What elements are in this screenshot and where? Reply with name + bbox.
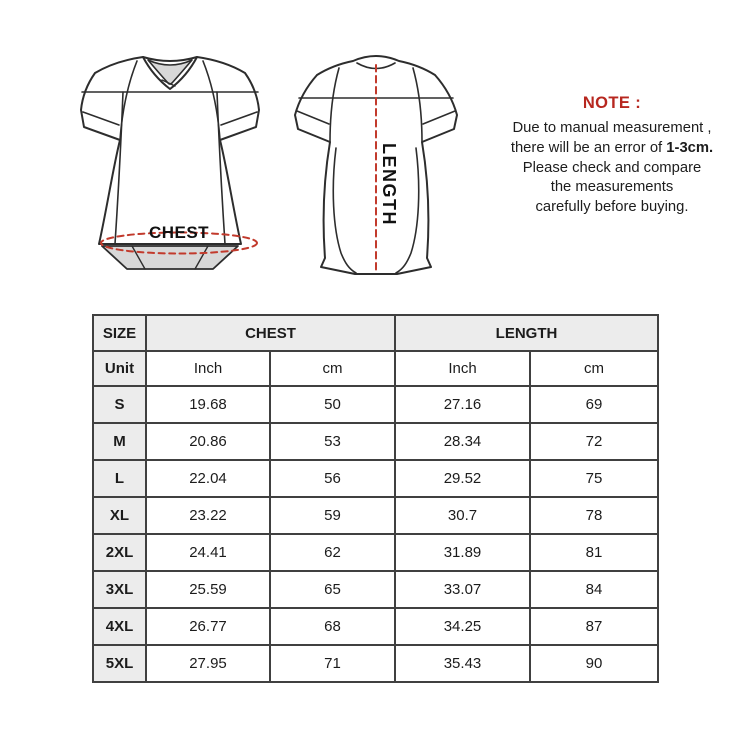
note-line: carefully before buying. <box>535 199 689 216</box>
table-row <box>93 386 658 423</box>
value-cell: 23.22 <box>146 497 270 534</box>
value-cell: 50 <box>270 386 395 423</box>
value-cell: 72 <box>530 423 658 460</box>
chest-label: CHEST <box>148 223 210 242</box>
length-label: LENGTH <box>379 143 399 226</box>
value-cell: 28.34 <box>395 423 530 460</box>
value-cell: 53 <box>270 423 395 460</box>
value-cell: 24.41 <box>146 534 270 571</box>
value-cell: 30.7 <box>395 497 530 534</box>
value-cell: 75 <box>530 460 658 497</box>
value-cell: 19.68 <box>146 386 270 423</box>
note-block <box>468 94 750 218</box>
table-row <box>93 571 658 608</box>
table-row <box>93 423 658 460</box>
unit-label: Unit <box>93 351 146 386</box>
size-header: SIZE <box>93 315 146 351</box>
note-line: Please check and compare <box>522 159 702 176</box>
value-cell: 34.25 <box>395 608 530 645</box>
table-row <box>93 534 658 571</box>
size-cell: 2XL <box>93 534 146 571</box>
value-cell: 27.95 <box>146 645 270 682</box>
size-table-body <box>93 386 658 682</box>
table-row <box>93 645 658 682</box>
size-cell: 5XL <box>93 645 146 682</box>
size-table <box>92 314 659 683</box>
value-cell: 26.77 <box>146 608 270 645</box>
value-cell: 33.07 <box>395 571 530 608</box>
value-cell: 84 <box>530 571 658 608</box>
value-cell: 25.59 <box>146 571 270 608</box>
size-cell: S <box>93 386 146 423</box>
value-cell: 56 <box>270 460 395 497</box>
table-header-row <box>93 315 658 351</box>
note-title: NOTE : <box>582 94 642 112</box>
unit-row <box>93 351 658 386</box>
unit-cell: cm <box>270 351 395 386</box>
value-cell: 69 <box>530 386 658 423</box>
size-cell: M <box>93 423 146 460</box>
value-cell: 65 <box>270 571 395 608</box>
unit-cell: Inch <box>395 351 530 386</box>
size-cell: 3XL <box>93 571 146 608</box>
value-cell: 59 <box>270 497 395 534</box>
value-cell: 27.16 <box>395 386 530 423</box>
table-row <box>93 497 658 534</box>
note-line: the measurements <box>550 179 674 196</box>
value-cell: 81 <box>530 534 658 571</box>
chest-header: CHEST <box>146 315 395 351</box>
size-cell: XL <box>93 497 146 534</box>
table-row <box>93 460 658 497</box>
front-jersey-outline <box>81 57 259 244</box>
value-cell: 90 <box>530 645 658 682</box>
unit-cell: Inch <box>146 351 270 386</box>
value-cell: 78 <box>530 497 658 534</box>
back-jersey-diagram <box>283 48 478 283</box>
table-row <box>93 608 658 645</box>
note-line: Due to manual measurement , <box>512 120 712 136</box>
note-line2-bold: 1-3cm. <box>666 139 714 156</box>
note-line2-prefix: there will be an error of <box>510 139 667 156</box>
value-cell: 31.89 <box>395 534 530 571</box>
value-cell: 62 <box>270 534 395 571</box>
value-cell: 22.04 <box>146 460 270 497</box>
size-cell: L <box>93 460 146 497</box>
note-line <box>468 139 750 159</box>
length-header: LENGTH <box>395 315 658 351</box>
value-cell: 20.86 <box>146 423 270 460</box>
value-cell: 87 <box>530 608 658 645</box>
unit-cell: cm <box>530 351 658 386</box>
value-cell: 68 <box>270 608 395 645</box>
value-cell: 35.43 <box>395 645 530 682</box>
size-cell: 4XL <box>93 608 146 645</box>
value-cell: 29.52 <box>395 460 530 497</box>
front-jersey-diagram <box>75 48 265 278</box>
value-cell: 71 <box>270 645 395 682</box>
